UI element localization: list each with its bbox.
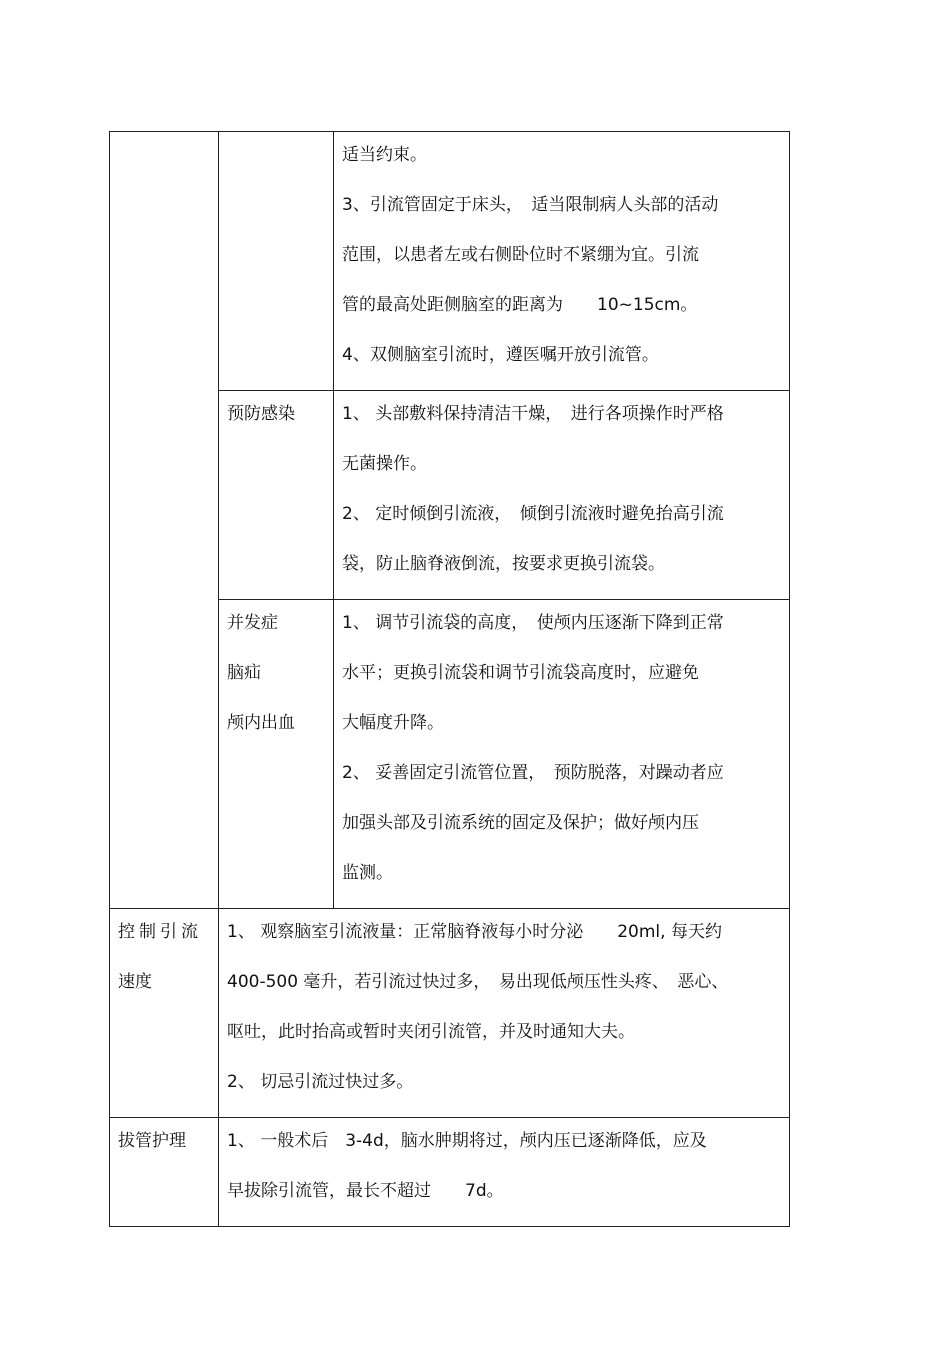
content-cell-removal	[219, 1118, 790, 1227]
text-line: 范围，以患者左或右侧卧位时不紧绷为宜。引流	[342, 245, 699, 265]
subsection-label: 颅内出血	[227, 713, 295, 733]
text-line: 水平；更换引流袋和调节引流袋高度时，应避免	[342, 663, 699, 683]
content-cell-speed	[219, 909, 790, 1118]
subsection-label: 脑疝	[227, 663, 261, 683]
section-label: 控制引流	[118, 922, 202, 942]
text-line: 大幅度升降。	[342, 713, 444, 733]
text-line: 2、 切忌引流过快过多。	[227, 1072, 414, 1092]
subsection-label-cell	[219, 600, 334, 909]
section-label-cell	[110, 909, 219, 1118]
section-label: 拔管护理	[118, 1131, 186, 1151]
text-line: 呕吐，此时抬高或暂时夹闭引流管，并及时通知大夫。	[227, 1022, 635, 1042]
table-row-drainage-fix	[110, 132, 790, 391]
empty-section-cell	[110, 132, 219, 909]
text-line: 1、 调节引流袋的高度， 使颅内压逐渐下降到正常	[342, 613, 724, 633]
text-line: 管的最高处距侧脑室的距离为 10~15cm。	[342, 295, 698, 315]
section-label-cell	[110, 1118, 219, 1227]
content-cell-infection	[334, 391, 790, 600]
content-cell-drainage-fix	[334, 132, 790, 391]
table-row-speed	[110, 909, 790, 1118]
subsection-label-cell	[219, 391, 334, 600]
text-line: 2、 妥善固定引流管位置， 预防脱落，对躁动者应	[342, 763, 724, 783]
subsection-label: 预防感染	[227, 404, 295, 424]
text-line: 监测。	[342, 863, 393, 883]
text-line: 400-500 毫升，若引流过快过多， 易出现低颅压性头疼、 恶心、	[227, 972, 729, 992]
section-label: 速度	[118, 972, 152, 992]
subsection-label: 并发症	[227, 613, 278, 633]
text-line: 袋，防止脑脊液倒流，按要求更换引流袋。	[342, 554, 665, 574]
text-line: 2、 定时倾倒引流液， 倾倒引流液时避免抬高引流	[342, 504, 724, 524]
nursing-table	[109, 131, 790, 1227]
text-line: 3、引流管固定于床头， 适当限制病人头部的活动	[342, 195, 719, 215]
text-line: 1、 观察脑室引流液量：正常脑脊液每小时分泌 20ml, 每天约	[227, 922, 722, 942]
table-row-removal	[110, 1118, 790, 1227]
text-line: 1、 头部敷料保持清洁干燥， 进行各项操作时严格	[342, 404, 724, 424]
empty-subsection-cell	[219, 132, 334, 391]
text-line: 早拔除引流管，最长不超过 7d。	[227, 1181, 504, 1201]
text-line: 1、 一般术后 3-4d，脑水肿期将过，颅内压已逐渐降低，应及	[227, 1131, 707, 1151]
text-line: 无菌操作。	[342, 454, 427, 474]
text-line: 加强头部及引流系统的固定及保护；做好颅内压	[342, 813, 699, 833]
text-line: 4、双侧脑室引流时，遵医嘱开放引流管。	[342, 345, 659, 365]
content-cell-complication	[334, 600, 790, 909]
text-line: 适当约束。	[342, 145, 427, 165]
